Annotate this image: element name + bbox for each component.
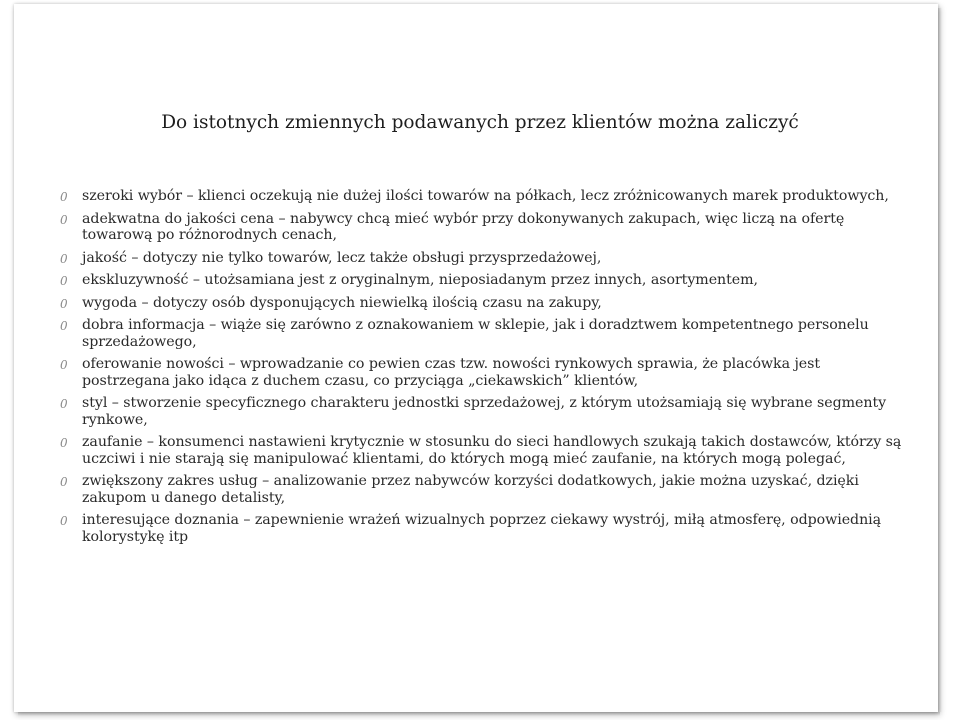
bullet-text: oferowanie nowości – wprowadzanie co pewien czas tzw. nowości rynkowych sprawia, że placówka jest postrzegana jako idąca z duchem czasu, co przyciąga „ciekawskich” klientów, [82,356,821,389]
slide-title: Do istotnych zmiennych podawanych przez klientów można zaliczyć [161,112,799,133]
bullet-item [60,188,910,205]
bullet-item [60,272,910,289]
bullet-text: wygoda – dotyczy osób dysponujących niewielką ilością czasu na zakupy, [82,294,602,311]
bullet-text: zaufanie – konsumenci nastawieni krytycznie w stosunku do sieci handlowych szukają takich dostawców, którzy są uczciwi i nie starają się manipulować klientami, do których mogą mieć zaufanie, na których mogą polegać, [82,434,902,467]
bullet-text: ekskluzywność – utożsamiana jest z oryginalnym, nieposiadanym przez innych, asortymentem, [82,272,758,288]
bullet-marker: 0 [60,475,68,489]
bullet-item [60,250,910,267]
page-shadow-right [938,8,942,712]
bullet-item [60,295,910,312]
bullet-item [60,317,910,350]
bullet-text: interesujące doznania – zapewnienie wrażeń wizualnych poprzez ciekawy wystrój, miłą atmosferę, odpowiednią kolorystykę itp [82,512,882,545]
bullet-item [60,434,910,467]
bullet-marker: 0 [60,212,68,227]
bullet-marker: 0 [60,296,68,311]
bullet-item [60,211,910,244]
bullet-marker: 0 [60,319,68,333]
bullet-list [60,188,910,551]
bullet-text: styl – stworzenie specyficznego charakteru jednostki sprzedażowej, z którym utożsamiają się wybrane segmenty rynkowe, [82,395,887,428]
bullet-marker: 0 [60,397,68,411]
bullet-text: zwiększony zakres usług – analizowanie przez nabywców korzyści dodatkowych, jakie można uzyskać, dzięki zakupom u danego detalisty, [82,473,859,506]
bullet-text: jakość – dotyczy nie tylko towarów, lecz także obsługi przysprzedażowej, [82,249,602,266]
bullet-marker: 0 [60,251,68,266]
bullet-item [60,356,910,389]
bullet-text: adekwatna do jakości cena – nabywcy chcą mieć wybór przy dokonywanych zakupach, więc liczą na ofertę towarową po różnorodnych cenach, [82,210,845,243]
bullet-marker: 0 [60,436,68,450]
bullet-item [60,473,910,506]
page-shadow-bottom [18,712,940,716]
bullet-item [60,512,910,545]
bullet-item [60,395,910,428]
bullet-marker: 0 [60,358,68,372]
bullet-marker: 0 [60,514,68,528]
bullet-text: szeroki wybór – klienci oczekują nie dużej ilości towarów na półkach, lecz zróżnicowanych marek produktowych, [82,188,889,204]
bullet-text: dobra informacja – wiąże się zarówno z oznakowaniem w sklepie, jak i doradztwem kompetentnego personelu sprzedażowego, [82,317,869,350]
bullet-marker: 0 [60,274,68,288]
bullet-marker: 0 [60,190,68,204]
